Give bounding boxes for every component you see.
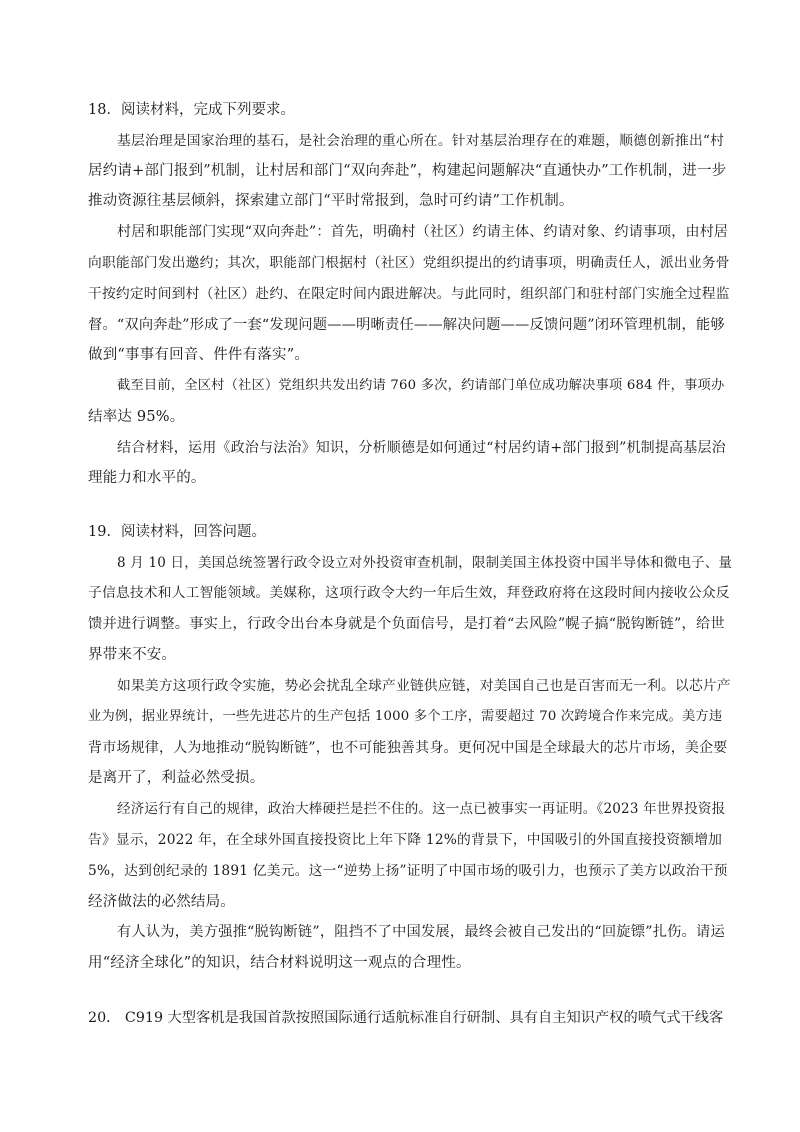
- q18-paragraph-1-line-1: 基层治理是国家治理的基石，是社会治理的重心所在。针对基层治理存在的难题，顺德创新推出“村: [117, 133, 725, 149]
- q19-paragraph-3-line-2: 告》显示，2022 年，在全球外国直接投资比上年下降 12%的背景下，中国吸引的外国直接投资额增加: [88, 832, 723, 848]
- q19-paragraph-1-line-1: 8 月 10 日，美国总统签署行政令设立对外投资审查机制，限制美国主体投资中国半导体和微电子、量: [117, 555, 733, 571]
- q19-paragraph-3-line-4: 经济做法的必然结局。: [88, 894, 235, 910]
- q18-paragraph-2-line-5: 做到“事事有回音、件件有落实”。: [88, 347, 310, 363]
- q18-paragraph-3-line-2: 结率达 95%。: [88, 409, 185, 425]
- question-20-intro-line: 20． C919 大型客机是我国首款按照国际通行适航标准自行研制、具有自主知识产权的喷气式干线客: [88, 1010, 724, 1026]
- q18-paragraph-2-line-4: 督。“双向奔赴”形成了一套“发现问题——明晰责任——解决问题——反馈问题”闭环管理机制，能够: [88, 317, 725, 333]
- q19-paragraph-3-line-1: 经济运行有自己的规律，政治大棒硬拦是拦不住的。这一点已被事实一再证明。《2023 年世界投资报: [117, 801, 726, 817]
- q19-paragraph-3-line-3: 5%，达到创纪录的 1891 亿美元。这一“逆势上扬”证明了中国市场的吸引力，也预示了美方以政治干预: [88, 863, 728, 879]
- q19-task-line-1: 有人认为，美方强推“脱钩断链”，阻挡不了中国发展，最终会被自己发出的“回旋镖”扎伤。请运: [117, 924, 725, 940]
- question-18-title: 18．阅读材料，完成下列要求。: [88, 102, 295, 118]
- q19-paragraph-2-line-1: 如果美方这项行政令实施，势必会扰乱全球产业链供应链，对美国自己也是百害而无一利。以芯片产: [117, 678, 731, 694]
- q19-paragraph-1-line-3: 馈并进行调整。事实上，行政令出台本身就是个负面信号，是打着“去风险”幌子搞“脱钩断链”，给世: [88, 616, 725, 632]
- q18-paragraph-2-line-2: 向职能部门发出邀约；其次，职能部门根据村（社区）党组织提出的约请事项，明确责任人，派出业务骨: [88, 255, 730, 271]
- q18-paragraph-2-line-1: 村居和职能部门实现“双向奔赴”：首先，明确村（社区）约请主体、约请对象、约请事项，由村居: [117, 224, 729, 240]
- q19-paragraph-2-line-2: 业为例，据业界统计，一些先进芯片的生产包括 1000 多个工序，需要超过 70 次跨境合作来完成。美方违: [88, 709, 723, 724]
- q18-paragraph-1-line-2: 居约请+部门报到”机制，让村居和部门“双向奔赴”，构建起问题解决“直通快办”工作机制，进一步: [88, 163, 727, 179]
- q18-task-line-2: 理能力和水平的。: [88, 470, 206, 486]
- q19-paragraph-1-line-4: 界带来不安。: [88, 647, 177, 663]
- q19-task-line-2: 用“经济全球化”的知识，结合材料说明这一观点的合理性。: [88, 955, 471, 971]
- question-19-title: 19．阅读材料，回答问题。: [88, 524, 266, 540]
- q19-paragraph-2-line-3: 背市场规律，人为地推动“脱钩断链”，也不可能独善其身。更何况中国是全球最大的芯片市场，美企要: [88, 740, 728, 756]
- q19-paragraph-2-line-4: 是离开了，利益必然受损。: [88, 770, 265, 786]
- q18-paragraph-2-line-3: 干按约定时间到村（社区）赴约、在限定时间内跟进解决。与此同时，组织部门和驻村部门实施全过程监: [88, 286, 730, 302]
- q18-paragraph-1-line-3: 推动资源往基层倾斜，探索建立部门“平时常报到，急时可约请”工作机制。: [88, 193, 574, 209]
- q18-paragraph-3-line-1: 截至目前，全区村（社区）党组织共发出约请 760 多次，约请部门单位成功解决事项 684 件，事项办: [117, 378, 725, 393]
- q18-task-line-1: 结合材料，运用《政治与法治》知识，分析顺德是如何通过“村居约请+部门报到”机制提高基层治: [117, 440, 726, 456]
- q19-paragraph-1-line-2: 子信息技术和人工智能领域。美媒称，这项行政令大约一年后生效，拜登政府将在这段时间内接收公众反: [88, 585, 730, 601]
